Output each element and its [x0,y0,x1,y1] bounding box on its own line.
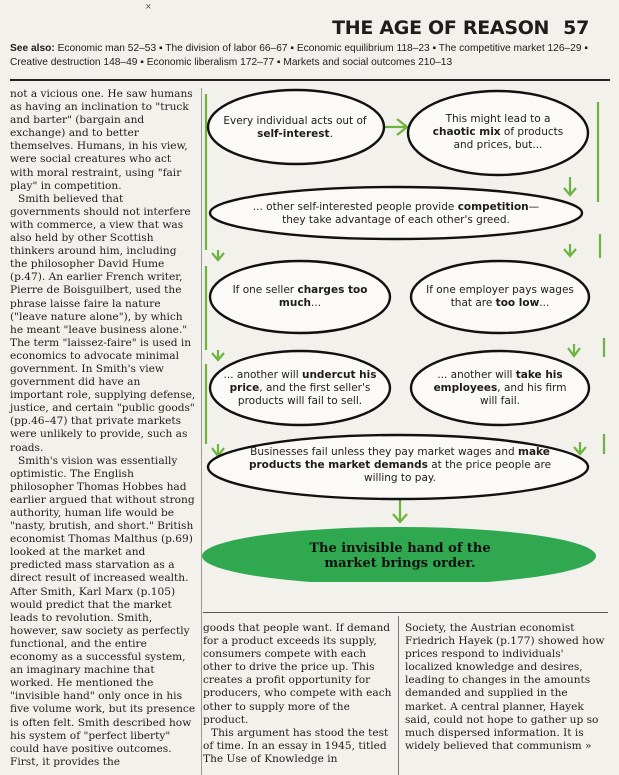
arrow-head [212,250,224,260]
paragraph: This argument has stood the test of time. In an essay in 1945, titled The Use of Knowledge in [203,726,389,765]
header-rule [10,79,610,81]
bubble-bold-text: self-interest [257,128,330,140]
bubble-self-interest [220,100,370,156]
page-number: 57 [563,17,589,39]
bubble-text: . [329,128,333,140]
bubble-bold-text: make products the market demands [248,445,550,471]
paragraph: goods that people want. If demand for a product exceeds its supply, consumers compete with each other to drive the price up. This creates a profit opportunity for producers, who compete with each other to supply more of the product. [203,622,392,726]
bubble-bold-text: too low [495,297,540,309]
bottom-column-1 [203,622,395,766]
bubble-text: ... another will [223,368,302,381]
arrow-head [393,498,407,522]
bubble-text: ... another will [437,368,516,381]
left-column [10,88,196,769]
arrow-head [564,244,576,256]
bubble-text: ... other self-interested people provide [252,201,458,213]
bubble-text: Businesses fail unless they pay market wages and [250,445,519,458]
bubble-text: — they take advantage of each other's greed. [282,201,540,226]
paragraph: Society, the Austrian economist Friedrich Hayek (p.177) showed how prices respond to individuals' localized knowledge and desires, leading to changes in the amounts demanded and supplied in the market. A central planner, Hayek said, could not hope to gather up so much dispersed information. It is widely believed that communism » [405,622,605,752]
bubble-bold-text: undercut his price [229,368,377,394]
bubble-text: If one seller [232,284,298,296]
section-divider [203,612,608,613]
bubble-bold-text: take his employees [433,368,563,394]
bubble-text: If one employer pays wages that are [426,284,574,309]
paragraph: Smith believed that governments should not interfere with commerce, a view that was also held by other Scottish thinkers around him, including the philosopher David Hume (p.47). An earlier French writer, Pierre de Boisguilbert, used the phrase laisse faire la nature ("leave nature alone"), by which he meant "leave business alone." The term "laissez-faire" is used in economics to advocate minimal government. In Smith's view government did have an important role, supplying defense, justice, and certain "public goods" (pp.46–47) that private markets were unlikely to provide, such as roads. [10,192,196,454]
bubble-text: of products and prices, but... [453,125,564,151]
bubble-take-employees [430,362,570,414]
see-also-label: See also: [10,43,55,54]
bubble-text: ... [539,297,550,309]
paragraph: Smith's vision was essentially optimistic. The English philosopher Thomas Hobbes had earlier argued that without strong authority, human life would be "nasty, brutish, and short." British economist Thomas Malthus (p.69) looked at the market and predicted mass starvation as a direct result of increased wealth. After Smith, Karl Marx (p.105) would predict that the market leads to revolution. Smith, however, saw society as perfectly functional, and the entire economy as a successful system, an imaginary machine that worked. He mentioned the "invisible hand" only once in his five volume work, but its presence is often felt. Smith described how his system of "perfect liberty" could have positive outcomes. First, it provides the [10,454,196,768]
bubble-bold-text: competition [457,201,529,213]
bubble-text: , and the first seller's products will fail to sell. [237,381,371,407]
registration-mark: × [145,2,152,11]
arrow-head [212,350,224,360]
bubble-text: , and his firm will fail. [480,381,567,407]
bubble-chaotic-mix [423,102,573,162]
bubble-text: ... [311,297,322,309]
bubble-text: Every individual acts out of [223,115,367,127]
bubble-bold-text: charges too much [278,284,368,309]
column-divider [398,616,399,775]
bubble-wages-too-low [425,276,575,318]
see-also-links: Economic man 52–53 ▪ The division of labor 66–67 ▪ Economic equilibrium 118–23 ▪ The competitive market 126–29 ▪ Creative destruction 148–49 ▪ Economic liberalism 172–77 ▪ Markets and social outcomes 210–13 [10,43,588,68]
bubble-businesses-fail [245,442,555,488]
running-header [332,17,589,39]
bubble-bold-text: chaotic mix [432,125,501,138]
see-also-box [10,42,605,70]
bottom-column-2 [405,622,605,753]
arrow-head [568,344,580,356]
bubble-text: at the price people are willing to pay. [364,458,552,484]
bubble-competition [240,196,552,232]
column-divider [201,88,202,775]
arrow-head [574,442,586,454]
paragraph: not a vicious one. He saw humans as having an inclination to "truck and barter" (bargain and exchange) and to better themselves. Humans, in his view, were social creatures who act with moral restraint, using "fair play" in competition. [10,88,193,192]
bubble-undercut-price [215,362,385,414]
bubble-charges-too-much [230,276,370,318]
conclusion-invisible-hand: The invisible hand of the market brings order. [309,541,491,571]
chapter-title: THE AGE OF REASON [332,17,550,39]
arrow-head [564,177,576,195]
bubble-text: This might lead to a [445,112,551,125]
